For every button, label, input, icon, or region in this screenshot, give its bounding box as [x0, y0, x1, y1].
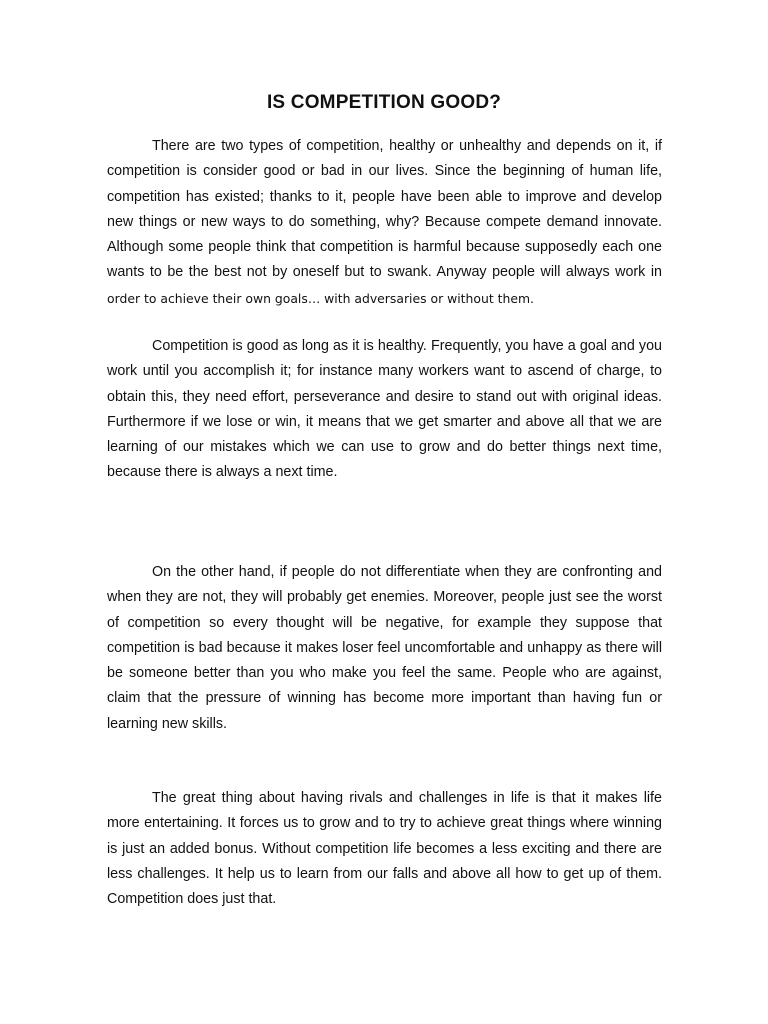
- paragraph-4: [107, 786, 662, 912]
- paragraph-3: [107, 560, 662, 737]
- document-title: IS COMPETITION GOOD?: [266, 92, 502, 113]
- paragraph-1-text: There are two types of competition, healthy or unhealthy and depends on it, if competition is consider good or bad in our lives. Since the beginning of human life, competition has existed; thanks to it, people have been able to improve and develop new things or new ways to do something, why? Because compete demand innovate. Although some people think that competition is harmful because supposedly each one wants to be the best not by oneself but to swank. Anyway people will always work in: [107, 138, 662, 281]
- paragraph-3-text: On the other hand, if people do not differentiate when they are confronting and when they are not, they will probably get enemies. Moreover, people just see the worst of competition so every thought will be negative, for example they suppose that competition is bad because it makes loser feel uncomfortable and unhappy as there will be someone better than you who make you feel the same. People who are against, claim that the pressure of winning has become more important than having fun or learning new skills.: [107, 564, 662, 732]
- paragraph-1: [107, 134, 662, 312]
- paragraph-2: [107, 334, 662, 486]
- paragraph-2-text: Competition is good as long as it is healthy. Frequently, you have a goal and you work until you accomplish it; for instance many workers want to ascend of charge, to obtain this, they need effort, perseverance and desire to stand out with original ideas. Furthermore if we lose or win, it means that we get smarter and above all that we are learning of our mistakes which we can use to grow and do better things next time, because there is always a next time.: [107, 338, 662, 481]
- paragraph-4-text: The great thing about having rivals and challenges in life is that it makes life more entertaining. It forces us to grow and to try to achieve great things where winning is just an added bonus. Without competition life becomes a less exciting and there are less challenges. It help us to learn from our falls and above all how to get up of them. Competition does just that.: [107, 790, 662, 908]
- paragraph-1-tail: order to achieve their own goals… with adversaries or without them.: [107, 290, 534, 306]
